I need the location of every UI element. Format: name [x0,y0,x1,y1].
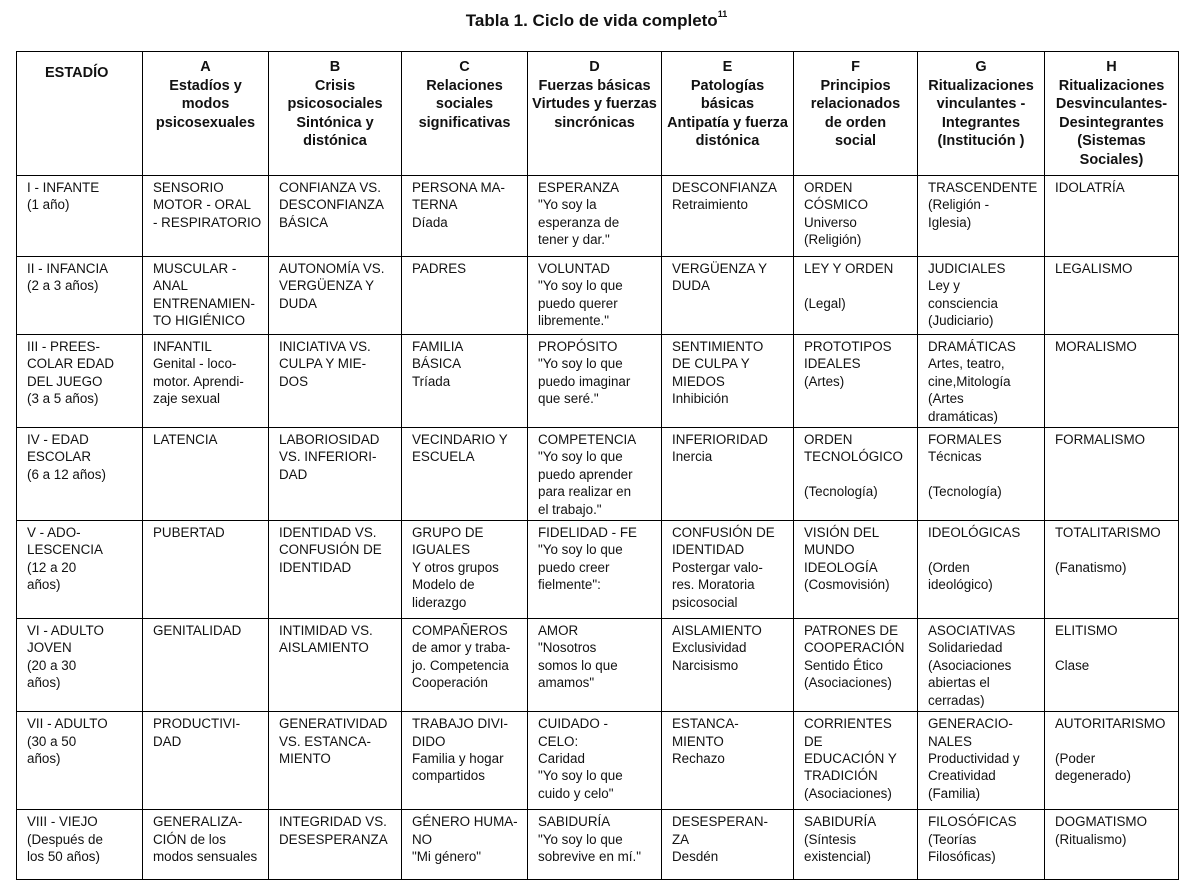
table-row [17,712,1179,810]
col-e-cell: CONFUSIÓN DE IDENTIDAD Postergar valo- res. Moratoria psicosocial [662,521,794,619]
col-b-cell: IDENTIDAD VS. CONFUSIÓN DE IDENTIDAD [269,521,402,619]
col-b-cell: INTIMIDAD VS. AISLAMIENTO [269,619,402,712]
col-d-cell: PROPÓSITO "Yo soy lo que puedo imaginar que seré." [528,335,662,428]
col-h-cell: ELITISMO Clase [1045,619,1179,712]
col-a-cell: LATENCIA [143,428,269,521]
col-a-cell: GENERALIZA- CIÓN de los modos sensuales [143,810,269,880]
col-f-cell: LEY Y ORDEN (Legal) [794,257,918,335]
col-d-cell: VOLUNTAD "Yo soy lo que puedo querer libremente." [528,257,662,335]
col-g-cell: JUDICIALES Ley y consciencia (Judiciario) [918,257,1045,335]
col-a-cell: PRODUCTIVI- DAD [143,712,269,810]
col-b-cell: CONFIANZA VS. DESCONFIANZA BÁSICA [269,176,402,257]
col-d-cell: CUIDADO - CELO: Caridad "Yo soy lo que cuido y celo" [528,712,662,810]
footnote-ref: 11 [717,9,728,19]
col-d-cell: SABIDURÍA "Yo soy lo que sobrevive en mí." [528,810,662,880]
col-c-cell: COMPAÑEROS de amor y traba- jo. Competencia Cooperación [402,619,528,712]
table-row [17,335,1179,428]
table-row [17,176,1179,257]
col-e-cell: VERGÜENZA Y DUDA [662,257,794,335]
header-col-c: C Relaciones sociales significativas [402,52,528,176]
stage-cell: VIII - VIEJO (Después de los 50 años) [17,810,143,880]
col-e-cell: INFERIORIDAD Inercia [662,428,794,521]
col-f-cell: VISIÓN DEL MUNDO IDEOLOGÍA (Cosmovisión) [794,521,918,619]
col-g-cell: TRASCENDENTE (Religión - Iglesia) [918,176,1045,257]
col-d-cell: ESPERANZA "Yo soy la esperanza de tener y dar." [528,176,662,257]
col-d-cell: FIDELIDAD - FE "Yo soy lo que puedo creer fielmente": [528,521,662,619]
col-c-cell: FAMILIA BÁSICA Tríada [402,335,528,428]
col-b-cell: AUTONOMÍA VS. VERGÜENZA Y DUDA [269,257,402,335]
life-cycle-table [16,51,1179,880]
table-row [17,257,1179,335]
col-e-cell: SENTIMIENTO DE CULPA Y MIEDOS Inhibición [662,335,794,428]
col-d-cell: AMOR "Nosotros somos lo que amamos" [528,619,662,712]
col-g-cell: IDEOLÓGICAS (Orden ideológico) [918,521,1045,619]
stage-cell: VI - ADULTO JOVEN (20 a 30 años) [17,619,143,712]
stage-cell: IV - EDAD ESCOLAR (6 a 12 años) [17,428,143,521]
table-title [0,9,1193,31]
col-e-cell: AISLAMIENTO Exclusividad Narcisismo [662,619,794,712]
col-h-cell: FORMALISMO [1045,428,1179,521]
col-a-cell: INFANTIL Genital - loco- motor. Aprendi- zaje sexual [143,335,269,428]
col-f-cell: SABIDURÍA (Síntesis existencial) [794,810,918,880]
col-c-cell: VECINDARIO Y ESCUELA [402,428,528,521]
col-b-cell: GENERATIVIDAD VS. ESTANCA- MIENTO [269,712,402,810]
col-e-cell: DESESPERAN- ZA Desdén [662,810,794,880]
col-b-cell: INTEGRIDAD VS. DESESPERANZA [269,810,402,880]
header-col-h: H Ritualizaciones Desvinculantes- Desintegrantes (Sistemas Sociales) [1045,52,1179,176]
col-e-cell: ESTANCA- MIENTO Rechazo [662,712,794,810]
header-col-b: B Crisis psicosociales Sintónica y distónica [269,52,402,176]
col-a-cell: MUSCULAR - ANAL ENTRENAMIEN- TO HIGIÉNICO [143,257,269,335]
col-g-cell: DRAMÁTICAS Artes, teatro, cine,Mitología (Artes dramáticas) [918,335,1045,428]
col-h-cell: IDOLATRÍA [1045,176,1179,257]
col-a-cell: PUBERTAD [143,521,269,619]
stage-cell: VII - ADULTO (30 a 50 años) [17,712,143,810]
col-d-cell: COMPETENCIA "Yo soy lo que puedo aprender para realizar en el trabajo." [528,428,662,521]
col-f-cell: ORDEN CÓSMICO Universo (Religión) [794,176,918,257]
header-stage: ESTADÍO [17,52,143,176]
header-col-d: D Fuerzas básicas Virtudes y fuerzas sincrónicas [528,52,662,176]
table-row [17,428,1179,521]
stage-cell: II - INFANCIA (2 a 3 años) [17,257,143,335]
col-c-cell: PERSONA MA- TERNA Díada [402,176,528,257]
col-h-cell: AUTORITARISMO (Poder degenerado) [1045,712,1179,810]
header-col-f: F Principios relacionados de orden social [794,52,918,176]
table-row [17,810,1179,880]
header-col-a: A Estadíos y modos psicosexuales [143,52,269,176]
col-c-cell: PADRES [402,257,528,335]
col-a-cell: SENSORIO MOTOR - ORAL - RESPIRATORIO [143,176,269,257]
col-g-cell: FILOSÓFICAS (Teorías Filosóficas) [918,810,1045,880]
col-h-cell: TOTALITARISMO (Fanatismo) [1045,521,1179,619]
col-g-cell: GENERACIO- NALES Productividad y Creatividad (Familia) [918,712,1045,810]
table-title-text: Tabla 1. Ciclo de vida completo [465,11,718,30]
stage-cell: III - PREES- COLAR EDAD DEL JUEGO (3 a 5 años) [17,335,143,428]
table-row [17,521,1179,619]
col-b-cell: INICIATIVA VS. CULPA Y MIE- DOS [269,335,402,428]
col-g-cell: FORMALES Técnicas (Tecnología) [918,428,1045,521]
col-f-cell: PROTOTIPOS IDEALES (Artes) [794,335,918,428]
col-f-cell: PATRONES DE COOPERACIÓN Sentido Ético (Asociaciones) [794,619,918,712]
col-c-cell: TRABAJO DIVI- DIDO Familia y hogar compartidos [402,712,528,810]
table-row [17,619,1179,712]
stage-cell: V - ADO- LESCENCIA (12 a 20 años) [17,521,143,619]
col-g-cell: ASOCIATIVAS Solidariedad (Asociaciones abiertas el cerradas) [918,619,1045,712]
header-col-g: G Ritualizaciones vinculantes - Integrantes (Institución ) [918,52,1045,176]
col-f-cell: ORDEN TECNOLÓGICO (Tecnología) [794,428,918,521]
col-h-cell: LEGALISMO [1045,257,1179,335]
col-c-cell: GRUPO DE IGUALES Y otros grupos Modelo de liderazgo [402,521,528,619]
header-col-e: E Patologías básicas Antipatía y fuerza distónica [662,52,794,176]
col-h-cell: DOGMATISMO (Ritualismo) [1045,810,1179,880]
col-a-cell: GENITALIDAD [143,619,269,712]
header-row [17,52,1179,176]
col-c-cell: GÉNERO HUMA- NO "Mi género" [402,810,528,880]
col-f-cell: CORRIENTES DE EDUCACIÓN Y TRADICIÓN (Asociaciones) [794,712,918,810]
col-b-cell: LABORIOSIDAD VS. INFERIORI- DAD [269,428,402,521]
col-h-cell: MORALISMO [1045,335,1179,428]
col-e-cell: DESCONFIANZA Retraimiento [662,176,794,257]
stage-cell: I - INFANTE (1 año) [17,176,143,257]
